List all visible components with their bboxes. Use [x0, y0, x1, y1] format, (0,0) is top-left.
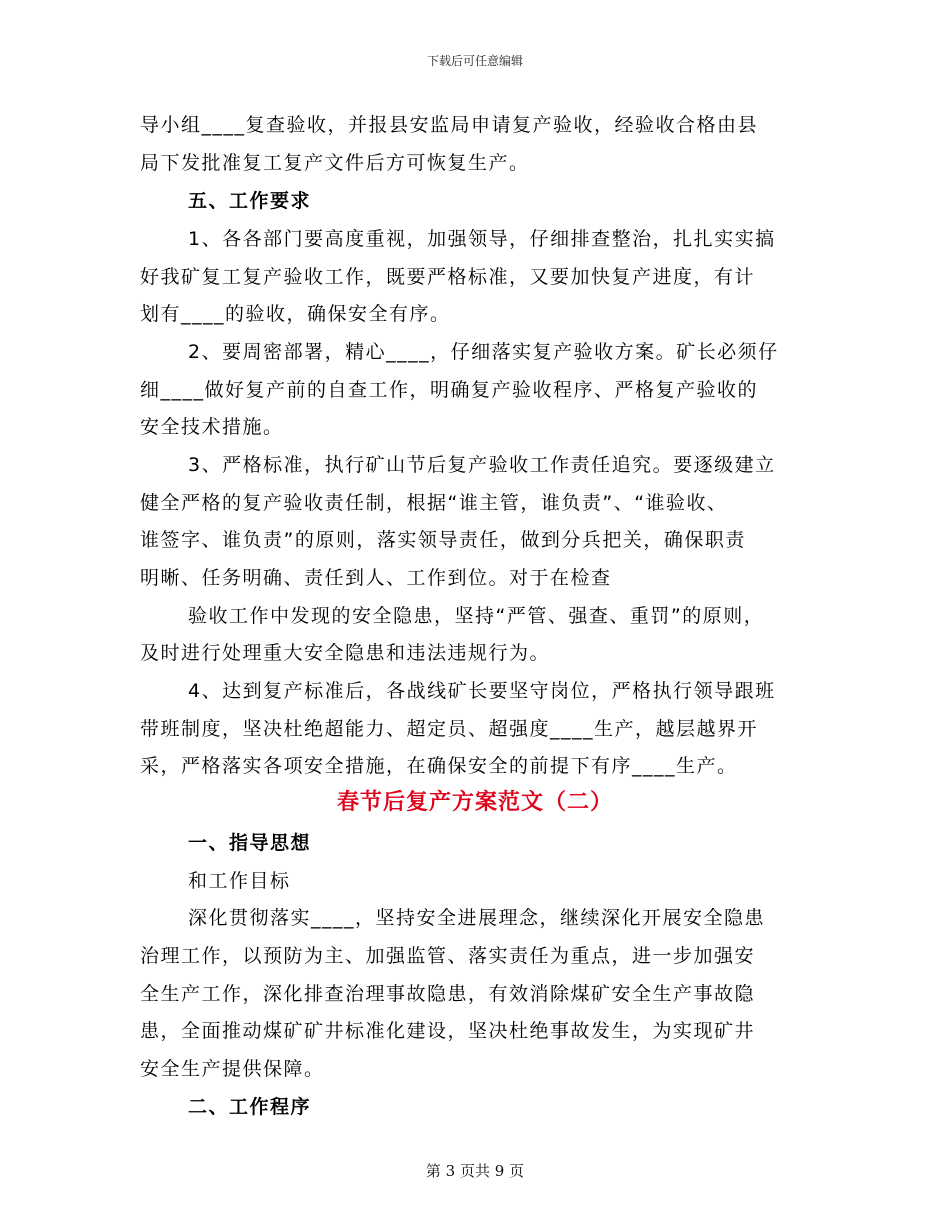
body-line: 明晰、任务明确、责任到人、工作到位。对于在检查: [140, 567, 612, 589]
body-line: 安全生产提供保障。: [140, 1058, 325, 1080]
body-line: 好我矿复工复产验收工作，既要严格标准，又要加快复产进度，有计: [140, 266, 756, 288]
body-line: 导小组____复查验收，并报县安监局申请复产验收，经验收合格由县: [140, 114, 759, 136]
body-line: 患，全面推动煤矿矿井标准化建设，坚决杜绝事故发生，为实现矿井: [140, 1020, 756, 1042]
body-line: 4、达到复产标准后，各战线矿长要坚守岗位，严格执行领导跟班: [188, 680, 776, 702]
section-heading: 二、工作程序: [188, 1096, 312, 1118]
body-line: 3、严格标准，执行矿山节后复产验收工作责任追究。要逐级建立: [188, 454, 776, 476]
body-line: 带班制度，坚决杜绝超能力、超定员、超强度____生产，越层越界开: [140, 718, 759, 740]
section-heading: 五、工作要求: [188, 190, 312, 212]
body-line: 细____做好复产前的自查工作，明确复产验收程序、严格复产验收的: [140, 379, 759, 401]
body-line: 局下发批准复工复产文件后方可恢复生产。: [140, 152, 530, 174]
body-line: 和工作目标: [188, 870, 291, 892]
body-line: 采，严格落实各项安全措施，在确保安全的前提下有序____生产。: [140, 755, 738, 777]
section-title: 春节后复产方案范文（二）: [336, 789, 613, 815]
body-line: 1、各各部门要高度重视，加强领导，仔细排查整治，扎扎实实搞: [188, 228, 776, 250]
body-line: 健全严格的复产验收责任制，根据“谁主管，谁负责”、“谁验收、: [140, 492, 728, 514]
page-footer: 第 3 页共 9 页: [425, 1162, 525, 1180]
body-line: 验收工作中发现的安全隐患，坚持“严管、强查、重罚”的原则，: [188, 605, 765, 627]
body-line: 安全技术措施。: [140, 416, 284, 438]
body-line: 划有____的验收，确保安全有序。: [140, 303, 451, 325]
body-line: 2、要周密部署，精心____，仔细落实复产验收方案。矿长必须仔: [188, 341, 779, 363]
page-header: 下载后可任意编辑: [426, 54, 523, 68]
body-line: 谁签字、谁负责”的原则，落实领导责任，做到分兵把关，确保职责: [140, 529, 746, 551]
body-line: 深化贯彻落实____，坚持安全进展理念，继续深化开展安全隐患: [188, 907, 766, 929]
body-line: 治理工作，以预防为主、加强监管、落实责任为重点，进一步加强安: [140, 945, 756, 967]
section-heading: 一、指导思想: [188, 832, 312, 854]
body-line: 及时进行处理重大安全隐患和违法违规行为。: [140, 642, 551, 664]
body-line: 全生产工作，深化排查治理事故隐患，有效消除煤矿安全生产事故隐: [140, 983, 756, 1005]
